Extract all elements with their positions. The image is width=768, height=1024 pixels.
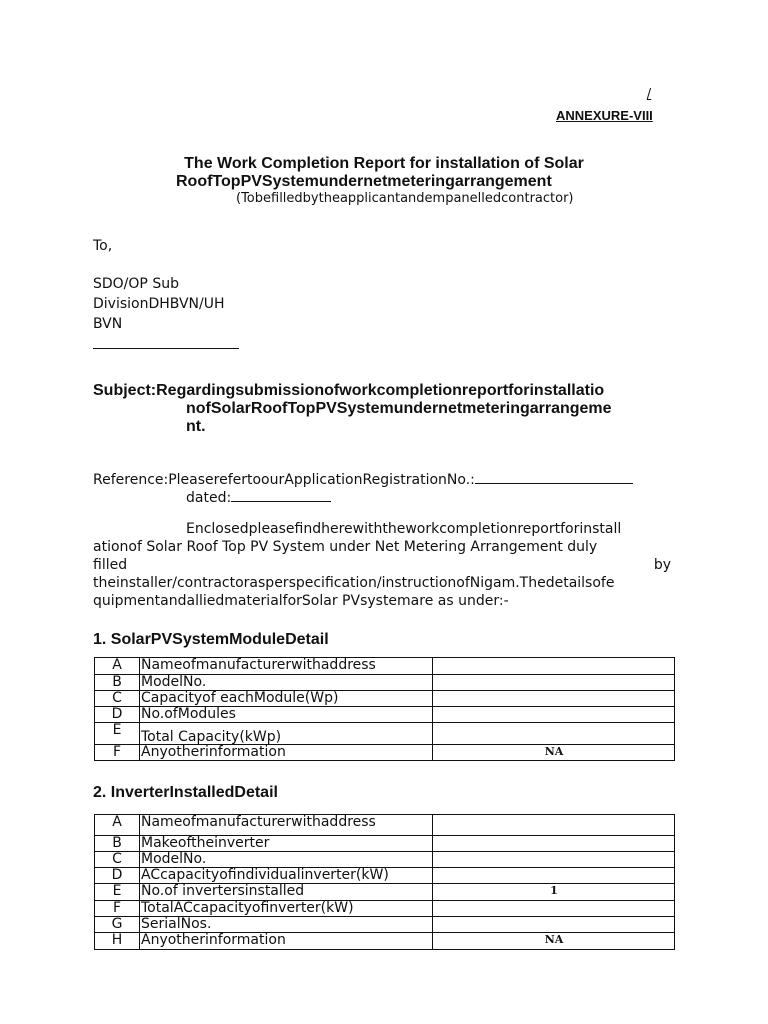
row-description: ACcapacityofindividualinverter(kW) (140, 868, 433, 884)
row-description: Total Capacity(kWp) (140, 723, 433, 745)
table-row (95, 852, 675, 868)
address-block (93, 274, 253, 334)
row-letter: C (95, 691, 140, 707)
table-row (95, 868, 675, 884)
row-value[interactable] (433, 852, 675, 868)
row-letter: E (95, 884, 140, 901)
address-line: DivisionDHBVN/UH (93, 296, 225, 312)
row-letter: D (95, 707, 140, 723)
dated-label: dated: (186, 490, 232, 506)
dated-line (186, 487, 331, 506)
table-row (95, 933, 675, 950)
report-title-line1: The Work Completion Report for installation of Solar (184, 155, 584, 172)
section2-heading: 2. InverterInstalledDetail (93, 784, 278, 801)
row-value[interactable] (433, 868, 675, 884)
table-row (95, 691, 675, 707)
paragraph-line: theinstaller/contractorasperspecification/instructionofNigam.Thedetailsofe (93, 575, 615, 591)
paragraph-line: ationof Solar Roof Top PV System under Net Metering Arrangement duly (93, 539, 598, 555)
row-letter: B (95, 836, 140, 852)
row-value[interactable] (433, 675, 675, 691)
row-value[interactable] (433, 691, 675, 707)
reference-text: Reference:PleaserefertoourApplicationRegistrationNo.: (93, 472, 475, 488)
section1-heading: 1. SolarPVSystemModuleDetail (93, 631, 329, 648)
dated-blank[interactable] (231, 487, 331, 502)
table-row (95, 707, 675, 723)
paragraph-line: Enclosedpleasefindherewiththeworkcompletionreportforinstall (186, 521, 622, 537)
table-row (95, 836, 675, 852)
table-row (95, 745, 675, 761)
row-letter: C (95, 852, 140, 868)
row-description: No.ofModules (140, 707, 433, 723)
table-row (95, 815, 675, 836)
paragraph-line: quipmentandalliedmaterialforSolar PVsystemare as under:- (93, 593, 509, 609)
table-row (95, 675, 675, 691)
row-letter: F (95, 901, 140, 917)
row-description: Anyotherinformation (140, 933, 433, 950)
subject-block (93, 382, 673, 436)
inverter-detail-table (94, 814, 675, 950)
subject-text: Regardingsubmissionofworkcompletionreportforinstallatio (156, 382, 605, 399)
row-value[interactable] (433, 917, 675, 933)
row-letter: B (95, 675, 140, 691)
row-description: No.of invertersinstalled (140, 884, 433, 901)
row-value[interactable] (433, 901, 675, 917)
report-subtitle: (Tobefilledbytheapplicantandempanelledcontractor) (236, 191, 574, 206)
table-row (95, 901, 675, 917)
row-value[interactable] (433, 707, 675, 723)
row-letter: G (95, 917, 140, 933)
annexure-label: ANNEXURE-VIII (556, 108, 653, 123)
reference-line (93, 469, 633, 488)
row-description: Makeoftheinverter (140, 836, 433, 852)
table-row (95, 884, 675, 901)
row-description: ModelNo. (140, 852, 433, 868)
row-value[interactable] (433, 658, 675, 675)
reference-mark: / (646, 87, 652, 102)
body-paragraph (93, 520, 671, 610)
row-description: ModelNo. (140, 675, 433, 691)
row-description: Anyotherinformation (140, 745, 433, 761)
address-line: SDO/OP Sub (93, 276, 179, 292)
table-row (95, 658, 675, 675)
row-letter: A (95, 658, 140, 675)
report-title-line2: RoofTopPVSystemundernetmeteringarrangement (176, 173, 552, 190)
subject-text: nofSolarRoofTopPVSystemundernetmeteringarrangeme (186, 400, 612, 417)
row-value[interactable]: 1 (433, 884, 675, 901)
subject-text: nt. (186, 418, 206, 435)
row-description: TotalACcapacityofinverter(kW) (140, 901, 433, 917)
row-letter: H (95, 933, 140, 950)
subject-label: Subject: (93, 382, 157, 399)
address-to: To, (93, 238, 113, 254)
row-description: SerialNos. (140, 917, 433, 933)
address-line: BVN (93, 316, 123, 332)
row-value[interactable] (433, 723, 675, 745)
row-letter: F (95, 745, 140, 761)
row-letter: D (95, 868, 140, 884)
paragraph-line: by (653, 557, 671, 573)
row-description: Capacityof eachModule(Wp) (140, 691, 433, 707)
row-value[interactable]: NA (433, 745, 675, 761)
row-value[interactable] (433, 815, 675, 836)
row-description: Nameofmanufacturerwithaddress (140, 658, 433, 675)
row-letter: A (95, 815, 140, 836)
registration-blank[interactable] (475, 469, 633, 484)
row-letter: E (95, 723, 140, 745)
row-value[interactable] (433, 836, 675, 852)
row-value[interactable]: NA (433, 933, 675, 950)
table-row (95, 723, 675, 745)
row-description: Nameofmanufacturerwithaddress (140, 815, 433, 836)
module-detail-table (94, 657, 675, 761)
paragraph-line: filled (93, 557, 128, 573)
address-underline (93, 348, 239, 349)
table-row (95, 917, 675, 933)
